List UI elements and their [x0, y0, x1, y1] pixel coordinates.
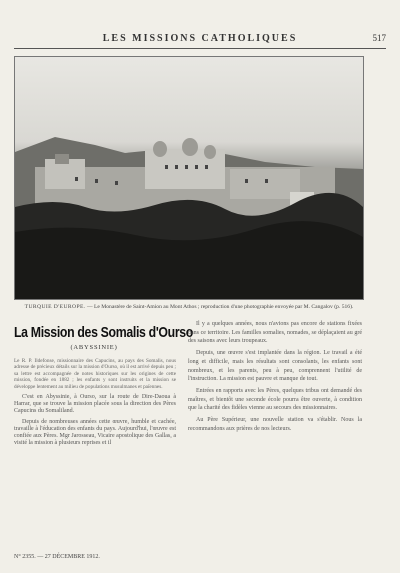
caption-label: TURQUIE D'EUROPE. [24, 304, 86, 310]
paragraph: Au Père Supérieur, une nouvelle station va s'établir. Nous la recommandons aux prières de nos lecteurs. [188, 417, 362, 432]
running-title: LES MISSIONS CATHOLIQUES [102, 33, 298, 44]
photo-caption [24, 303, 354, 311]
paragraph: Il y a quelques années, nous n'avions pas encore de stations fixées dans ce territoire. Les familles somalies, nomades, se déplaçaient au gré des saisons avec leurs troupeaux. [188, 321, 362, 345]
article-subtitle: (ABYSSINIE) [70, 344, 118, 351]
paragraph: Depuis, une œuvre s'est implantée dans la région. Le travail a été long et difficile, mais les résultats sont consolants, les enfants sont nombreux, et les parents, peu à peu, comprennent l'utilité de l'instruction. La mission est pauvre et manque de tout. [188, 350, 362, 383]
paragraph: Depuis de nombreuses années cette œuvre, humble et cachée, travaille à l'éducation des enfants du pays. Aujourd'hui, l'œuvre est confiée aux Pères. Mgr Jarosseau, Vicaire apostolique des Gallas, a visité la mission à plusieurs reprises et il [14, 418, 176, 447]
issue-footer: N° 2355. — 27 DÉCEMBRE 1912. [14, 554, 100, 560]
monastery-photograph [14, 56, 364, 300]
article-title: La Mission des Somalis d'Ourso [14, 324, 194, 341]
left-column [14, 358, 176, 450]
paragraph: C'est en Abyssinie, à Ourso, sur la route de Dire-Daoua à Harrar, que se trouve la mission placée sous la direction des Pères Capucins du Somaliland. [14, 394, 176, 415]
page-header [14, 28, 386, 49]
right-column [188, 320, 362, 436]
caption-text: — Le Monastère de Saint-Amion au Mont Athos ; reproduction d'une photographie envoyée par M. Cangalov (p. 516). [87, 304, 354, 310]
article-intro: Le R. P. Ildefonse, missionnaire des Capucins, au pays des Somalis, nous adresse de précieux détails sur la mission d'Ourso, où il est arrivé depuis peu ; sa lettre est accompagnée de notes historiques sur les origines de cette mission, fondée en 1882 ; les enfants y sont instruits et la mission se développe lentement au milieu de populations musulmanes et païennes. [14, 358, 176, 390]
monastery-photo-illustration [15, 57, 363, 299]
page-number: 517 [372, 33, 386, 43]
paragraph: Entrées en rapports avec les Pères, quelques tribus ont demandé des maîtres, et bientôt une seconde école pourra être ouverte, à condition que la charité des fidèles vienne au secours des missionnaires. [188, 387, 362, 412]
